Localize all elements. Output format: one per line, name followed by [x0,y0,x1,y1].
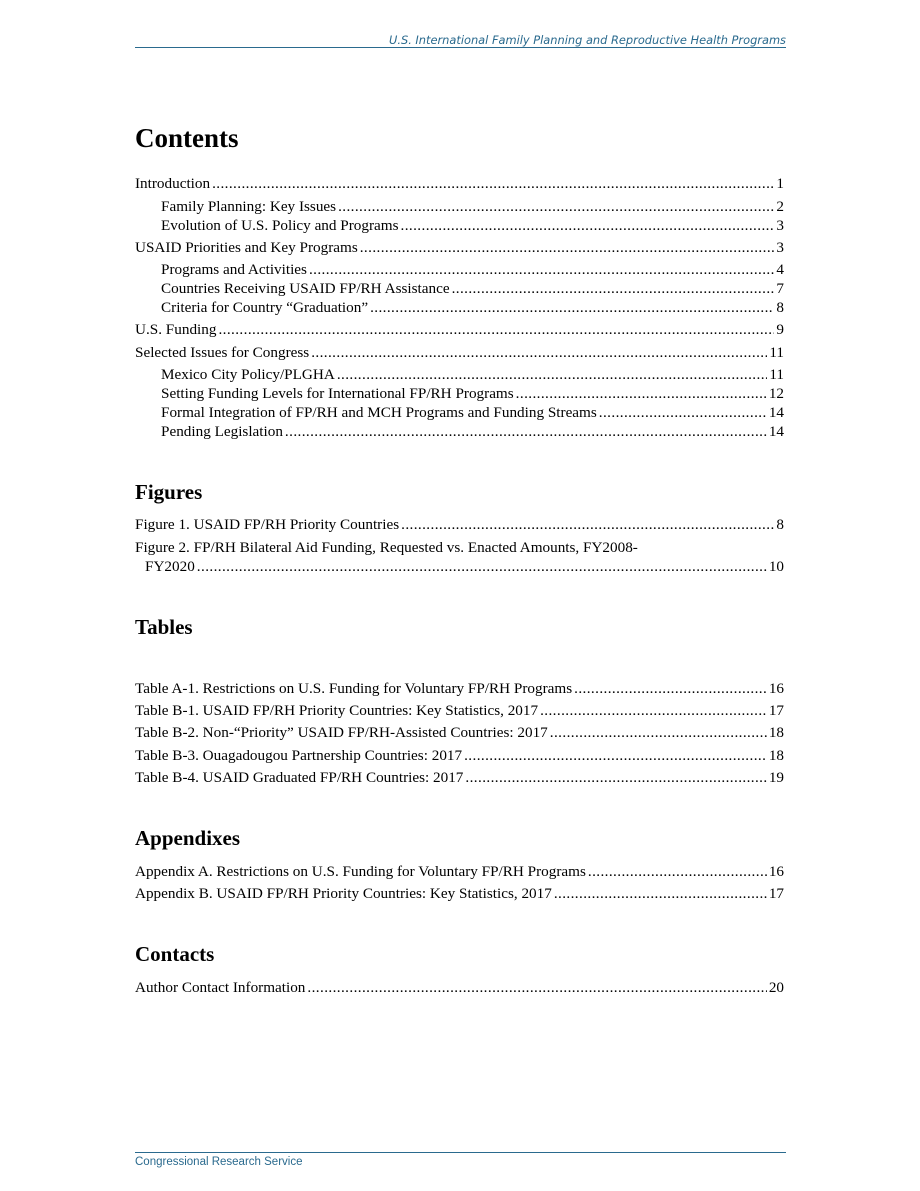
toc-link-family-planning-key-issues[interactable]: Family Planning: Key Issues ..... 2 [161,197,784,216]
toc-link-selected-issues[interactable]: Selected Issues for Congress ..... 11 [135,343,784,362]
footer-text: Congressional Research Service [135,1156,303,1168]
toc-link-figure-2-line1[interactable]: Figure 2. FP/RH Bilateral Aid Funding, Requested vs. Enacted Amounts, FY2008- [135,539,638,556]
toc-link-table-b4[interactable]: Table B-4. USAID Graduated FP/RH Countries: 2017 ..... 19 [135,768,784,787]
toc-link-country-graduation[interactable]: Criteria for Country “Graduation” ..... 8 [161,298,784,317]
toc-link-figure-1[interactable]: Figure 1. USAID FP/RH Priority Countries ..... 8 [135,515,784,534]
toc-link-programs-and-activities[interactable]: Programs and Activities ..... 4 [161,260,784,279]
toc-link-pending-legislation[interactable]: Pending Legislation ..... 14 [161,422,784,441]
page-footer [135,1152,786,1168]
toc-link-setting-funding-levels[interactable]: Setting Funding Levels for International FP/RH Programs ..... 12 [161,384,784,403]
running-header-title: U.S. International Family Planning and Reproductive Health Programs [389,33,786,47]
toc-link-table-a1[interactable]: Table A-1. Restrictions on U.S. Funding for Voluntary FP/RH Programs ..... 16 [135,679,784,698]
toc-link-author-contact[interactable]: Author Contact Information ..... 20 [135,978,784,997]
running-header [135,33,786,48]
contacts-heading: Contacts [135,942,215,966]
toc-link-table-b1[interactable]: Table B-1. USAID FP/RH Priority Countries: Key Statistics, 2017 ..... 17 [135,701,784,720]
toc-link-figure-2[interactable]: FY2020 ..... 10 [145,557,784,576]
toc-link-evolution-of-policy[interactable]: Evolution of U.S. Policy and Programs ..... 3 [161,216,784,235]
appendixes-heading: Appendixes [135,826,241,850]
toc-link-countries-receiving-assistance[interactable]: Countries Receiving USAID FP/RH Assistance ..... 7 [161,279,784,298]
toc-link-mexico-city-policy[interactable]: Mexico City Policy/PLGHA ..... 11 [161,365,784,384]
tables-heading: Tables [135,615,193,639]
contents-heading: Contents [135,123,239,153]
toc-link-us-funding[interactable]: U.S. Funding ..... 9 [135,320,784,339]
toc-link-appendix-a[interactable]: Appendix A. Restrictions on U.S. Funding for Voluntary FP/RH Programs ..... 16 [135,862,784,881]
figures-heading: Figures [135,480,203,504]
toc-link-table-b2[interactable]: Table B-2. Non-“Priority” USAID FP/RH-Assisted Countries: 2017 ..... 18 [135,723,784,742]
toc-link-appendix-b[interactable]: Appendix B. USAID FP/RH Priority Countries: Key Statistics, 2017 ..... 17 [135,884,784,903]
toc-link-formal-integration[interactable]: Formal Integration of FP/RH and MCH Programs and Funding Streams ..... 14 [161,403,784,422]
toc-link-table-b3[interactable]: Table B-3. Ouagadougou Partnership Countries: 2017 ..... 18 [135,746,784,765]
toc-link-introduction[interactable]: Introduction ..... 1 [135,174,784,193]
toc-link-usaid-priorities[interactable]: USAID Priorities and Key Programs ..... 3 [135,238,784,257]
